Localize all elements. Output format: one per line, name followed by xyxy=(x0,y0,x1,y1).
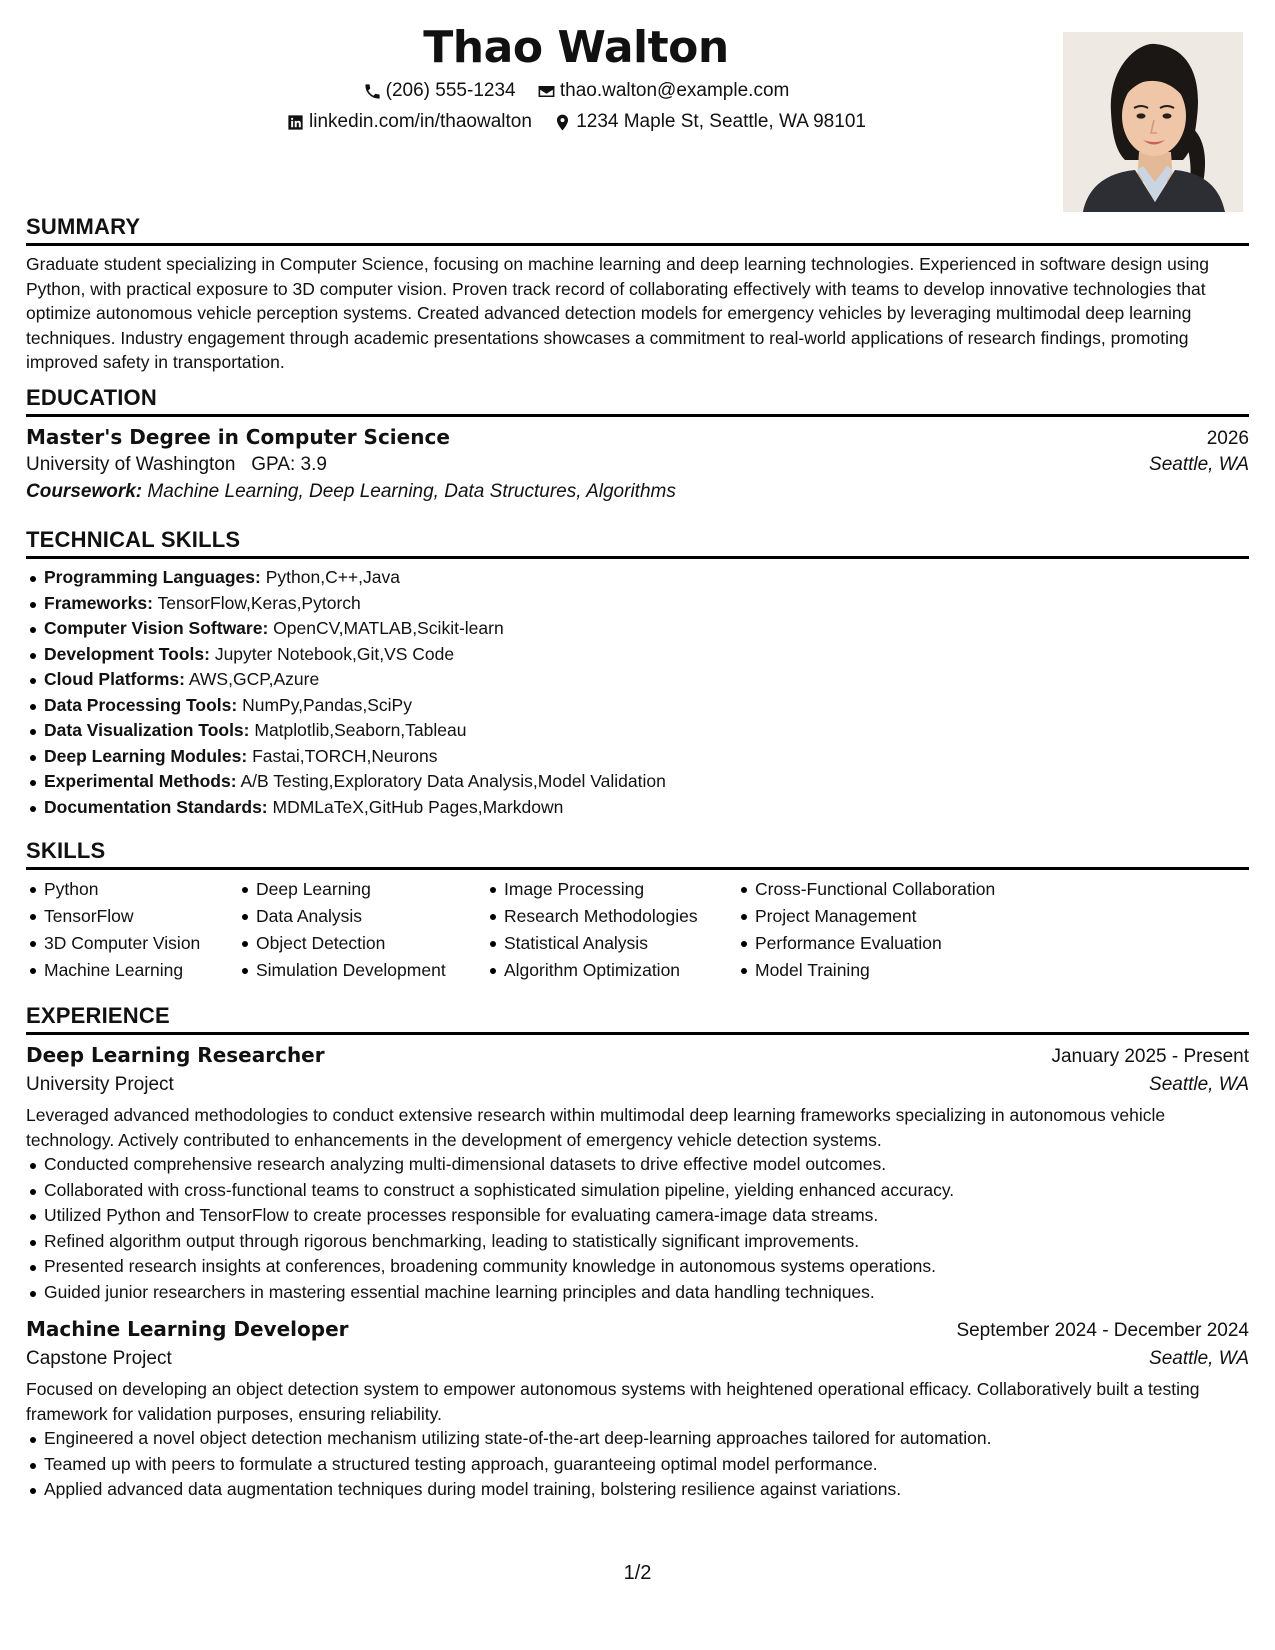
list-item: Deep Learning xyxy=(256,876,486,903)
list-item xyxy=(44,744,1249,770)
email-address[interactable]: thao.walton@example.com xyxy=(559,80,790,101)
skill-category-value: A/B Testing,Exploratory Data Analysis,Model Validation xyxy=(240,771,666,791)
list-item: Teamed up with peers to formulate a structured testing approach, guaranteeing optimal model performance. xyxy=(44,1452,1249,1478)
job-dates: January 2025 - Present xyxy=(1051,1046,1249,1067)
coursework-list: Machine Learning, Deep Learning, Data Structures, Algorithms xyxy=(147,481,676,502)
list-item: TensorFlow xyxy=(44,903,238,930)
education-title-row xyxy=(26,425,1249,450)
skill-category-label: Computer Vision Software: xyxy=(44,618,269,638)
job-description: Leveraged advanced methodologies to conduct extensive research within multimodal deep learning frameworks specializing in autonomous vehicle technology. Actively contributed to enhancements in the development of emergency vehicle detection systems. xyxy=(26,1105,1166,1150)
degree-title: Master's Degree in Computer Science xyxy=(26,425,450,449)
job-dates: September 2024 - December 2024 xyxy=(956,1320,1249,1341)
list-item: Machine Learning xyxy=(44,957,238,984)
education-location: Seattle, WA xyxy=(1149,454,1249,475)
list-item: Conducted comprehensive research analyzing multi-dimensional datasets to drive effective model outcomes. xyxy=(44,1152,1249,1178)
list-item: 3D Computer Vision xyxy=(44,930,238,957)
job-location: Seattle, WA xyxy=(1149,1074,1249,1095)
list-item: Applied advanced data augmentation techniques during model training, bolstering resilience against variations. xyxy=(44,1477,1249,1503)
resume-header xyxy=(26,0,1249,212)
skill-category-label: Frameworks: xyxy=(44,592,153,613)
skill-category-value: AWS,GCP,Azure xyxy=(188,669,320,689)
skill-category-value: Fastai,TORCH,Neurons xyxy=(252,745,438,766)
list-item: Performance Evaluation xyxy=(755,930,1055,957)
skills-column-1 xyxy=(26,876,238,984)
page-number: 1/2 xyxy=(623,1562,652,1584)
skill-category-value: MDMLaTeX,GitHub Pages,Markdown xyxy=(272,796,564,817)
coursework-label: Coursework: xyxy=(26,481,143,502)
education-section xyxy=(26,385,1249,503)
list-item: Python xyxy=(44,876,238,903)
job-org-row xyxy=(26,1348,1249,1370)
list-item xyxy=(44,718,1249,744)
list-item: Statistical Analysis xyxy=(504,930,737,957)
summary-section xyxy=(26,214,1249,375)
technical-skills-heading: TECHNICAL SKILLS xyxy=(26,527,1249,559)
skill-category-label: Data Visualization Tools: xyxy=(44,720,250,740)
list-item: Project Management xyxy=(755,903,1055,930)
envelope-icon xyxy=(537,82,556,101)
job-organization: University Project xyxy=(26,1074,174,1095)
list-item: Image Processing xyxy=(504,876,737,903)
skill-category-value: NumPy,Pandas,SciPy xyxy=(242,694,412,715)
linkedin-contact[interactable] xyxy=(286,111,532,133)
list-item xyxy=(44,616,1249,642)
job-title-row xyxy=(26,1317,1249,1342)
skill-category-value: OpenCV,MATLAB,Scikit-learn xyxy=(273,618,504,638)
experience-section xyxy=(26,1003,1249,1503)
skill-category-label: Data Processing Tools: xyxy=(44,694,238,715)
technical-skills-list xyxy=(26,565,1249,820)
resume-page xyxy=(26,0,1249,1650)
job-entry-1 xyxy=(26,1043,1249,1305)
summary-text: Graduate student specializing in Computer Science, focusing on machine learning and deep learning technologies. Experienced in software design using Python, with practical exposure to 3D computer vision. Proven track record of collaborating effectively with teams to develop innovative technologies that optimize autonomous vehicle perception systems. Created advanced detection models for emergency vehicles by leveraging multimodal deep learning techniques. Industry engagement through academic presentations showcases a commitment to real-world applications of research findings, promoting improved safety in transportation. xyxy=(26,254,1209,372)
job-organization: Capstone Project xyxy=(26,1348,172,1369)
skills-section xyxy=(26,838,1249,984)
address-contact xyxy=(553,111,866,133)
job-description: Focused on developing an object detection system to empower autonomous systems with heightened operational efficacy. Collaboratively built a testing framework for validation purposes, ensuring reliability. xyxy=(26,1379,1200,1424)
list-item: Model Training xyxy=(755,957,1055,984)
job-title: Machine Learning Developer xyxy=(26,1317,349,1341)
coursework xyxy=(26,481,1249,503)
list-item xyxy=(44,565,1249,591)
list-item: Cross-Functional Collaboration xyxy=(755,876,1055,903)
street-address: 1234 Maple St, Seattle, WA 98101 xyxy=(576,111,866,132)
skills-column-3 xyxy=(486,876,737,984)
job-bullets xyxy=(26,1152,1249,1305)
list-item xyxy=(44,591,1249,617)
list-item: Object Detection xyxy=(256,930,486,957)
technical-skills-section xyxy=(26,527,1249,820)
list-item: Data Analysis xyxy=(256,903,486,930)
school-name: University of Washington xyxy=(26,454,236,475)
skill-category-label: Documentation Standards: xyxy=(44,796,268,817)
candidate-name: Thao Walton xyxy=(423,22,729,73)
skill-category-label: Programming Languages: xyxy=(44,567,261,587)
list-item xyxy=(44,642,1249,668)
contact-row-2 xyxy=(26,111,1126,138)
gpa: GPA: 3.9 xyxy=(251,454,327,475)
list-item xyxy=(44,769,1249,795)
skills-column-4 xyxy=(737,876,1055,984)
phone-number: (206) 555-1234 xyxy=(385,80,516,101)
skill-category-label: Experimental Methods: xyxy=(44,771,237,791)
job-location: Seattle, WA xyxy=(1149,1348,1249,1369)
school-info xyxy=(26,454,327,476)
list-item: Collaborated with cross-functional teams to construct a sophisticated simulation pipeline, yielding enhanced accuracy. xyxy=(44,1178,1249,1204)
skill-category-label: Development Tools: xyxy=(44,643,210,664)
list-item: Engineered a novel object detection mechanism utilizing state-of-the-art deep-learning approaches tailored for automation. xyxy=(44,1426,1249,1452)
job-title: Deep Learning Researcher xyxy=(26,1043,325,1067)
list-item xyxy=(44,693,1249,719)
job-org-row xyxy=(26,1074,1249,1096)
list-item: Guided junior researchers in mastering essential machine learning principles and data handling techniques. xyxy=(44,1280,1249,1306)
list-item: Utilized Python and TensorFlow to create processes responsible for evaluating camera-image data streams. xyxy=(44,1203,1249,1229)
email-contact[interactable] xyxy=(537,80,789,102)
linkedin-url[interactable]: linkedin.com/in/thaowalton xyxy=(309,111,532,132)
skill-category-label: Cloud Platforms: xyxy=(44,669,185,689)
list-item: Research Methodologies xyxy=(504,903,737,930)
skill-category-value: Python,C++,Java xyxy=(265,567,400,587)
list-item: Refined algorithm output through rigorous benchmarking, leading to statistically significant improvements. xyxy=(44,1229,1249,1255)
list-item xyxy=(44,795,1249,821)
education-school-row xyxy=(26,454,1249,476)
profile-photo xyxy=(1063,32,1243,212)
list-item: Presented research insights at conferences, broadening community knowledge in autonomous systems operations. xyxy=(44,1254,1249,1280)
linkedin-icon xyxy=(286,113,305,132)
skills-grid xyxy=(26,876,1249,984)
contact-row-1 xyxy=(26,80,1126,107)
graduation-year: 2026 xyxy=(1206,428,1249,449)
skill-category-value: Jupyter Notebook,Git,VS Code xyxy=(214,643,455,664)
map-pin-icon xyxy=(553,113,572,132)
list-item: Algorithm Optimization xyxy=(504,957,737,984)
education-heading: EDUCATION xyxy=(26,385,1249,417)
phone-contact xyxy=(363,80,516,102)
skill-category-label: Deep Learning Modules: xyxy=(44,745,248,766)
job-title-row xyxy=(26,1043,1249,1068)
list-item xyxy=(44,667,1249,693)
experience-heading: EXPERIENCE xyxy=(26,1003,1249,1035)
phone-icon xyxy=(363,82,382,101)
skills-heading: SKILLS xyxy=(26,838,1249,870)
list-item: Simulation Development xyxy=(256,957,486,984)
summary-heading: SUMMARY xyxy=(26,214,1249,246)
job-bullets xyxy=(26,1426,1249,1503)
skill-category-value: TensorFlow,Keras,Pytorch xyxy=(157,592,361,613)
skills-column-2 xyxy=(238,876,486,984)
job-entry-2 xyxy=(26,1317,1249,1503)
skill-category-value: Matplotlib,Seaborn,Tableau xyxy=(254,720,467,740)
